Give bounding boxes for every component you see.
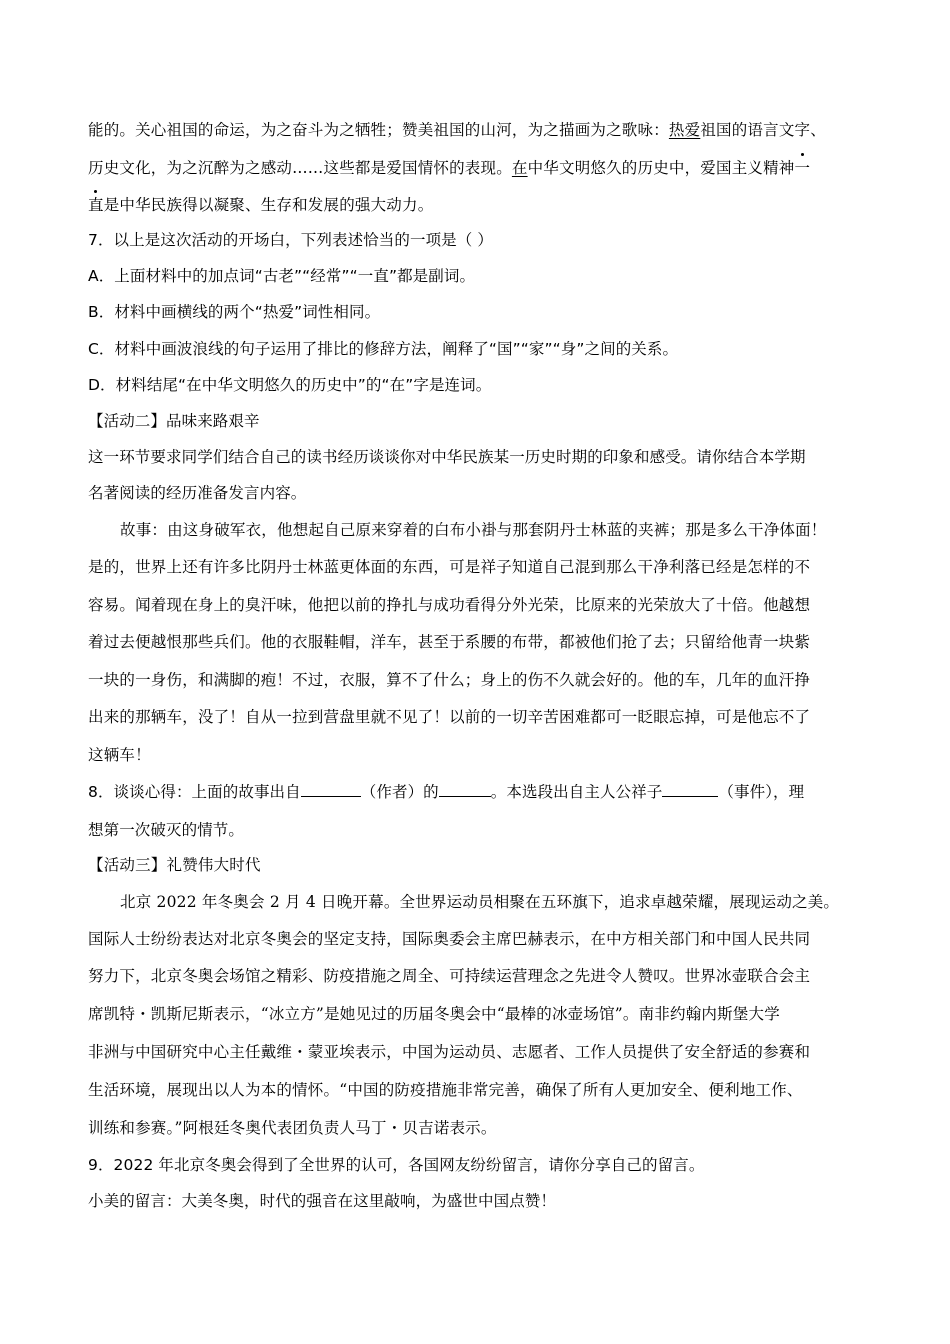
news-line: 非洲与中国研究中心主任戴维・蒙亚埃表示，中国为运动员、志愿者、工作人员提供了安全舒适的参赛和 xyxy=(88,1043,811,1061)
underlined-word: 在 xyxy=(511,159,528,177)
answer-blank-event[interactable] xyxy=(662,782,718,797)
intro-text: 能的。关心祖国的命运，为之奋斗为之牺牲；赞美祖国的山河，为之描画为之歌咏： xyxy=(88,121,669,139)
question-8-line-2: 想第一次破灭的情节。 xyxy=(88,821,245,839)
activity-2-heading: 【活动二】品味来路艰辛 xyxy=(88,412,260,430)
question-7-option-d: D．材料结尾“在中华文明悠久的历史中”的“在”字是连词。 xyxy=(88,376,492,394)
news-line: 国际人士纷纷表达对北京冬奥会的坚定支持，国际奥委会主席巴赫表示，在中方相关部门和中国人民共同 xyxy=(88,930,811,948)
intro-text: 是中华民族得以凝聚、生存和发展的强大动力。 xyxy=(103,196,434,214)
intro-text: 中华文明悠久的历史中，爱国主义精神 xyxy=(527,159,795,177)
activity-2-desc-line-1: 这一环节要求同学们结合自己的读书经历谈谈你对中华民族某一历史时期的印象和感受。请你结合本学期 xyxy=(88,448,806,466)
question-9-stem: 9．2022 年北京冬奥会得到了全世界的认可，各国网友纷纷留言，请你分享自己的留言。 xyxy=(88,1156,705,1174)
news-line: 训练和参赛。”阿根廷冬奥代表团负责人马丁・贝吉诺表示。 xyxy=(88,1119,497,1137)
activity-2-desc-line-2: 名著阅读的经历准备发言内容。 xyxy=(88,484,307,502)
activity-3-heading: 【活动三】礼赞伟大时代 xyxy=(88,856,261,874)
dotted-word: 一 xyxy=(794,159,811,177)
news-line: 生活环境，展现出以人为本的情怀。“中国的防疫措施非常完善，确保了所有人更加安全、便利地工作、 xyxy=(88,1081,803,1099)
news-line: 努力下，北京冬奥会场馆之精彩、防疫措施之周全、可持续运营理念之先进令人赞叹。世界冰壶联合会主 xyxy=(88,967,811,985)
question-8-text: （事件），理 xyxy=(718,783,805,801)
news-line: 北京 2022 年冬奥会 2 月 4 日晚开幕。全世界运动员相聚在五环旗下，追求卓越荣耀，展现运动之美。 xyxy=(120,893,840,911)
story-line: 着过去便越恨那些兵们。他的衣服鞋帽，洋车，甚至于系腰的布带，都被他们抢了去；只留给他青一块紫 xyxy=(88,633,811,651)
story-line: 容易。闻着现在身上的臭汗味，他把以前的挣扎与成功看得分外光荣，比原来的光荣放大了十倍。他越想 xyxy=(88,596,811,614)
intro-line-1 xyxy=(88,120,826,140)
story-line: 出来的那辆车，没了！自从一拉到营盘里就不见了！以前的一切辛苦困难都可一眨眼忘掉，可是他忘不了 xyxy=(88,708,811,726)
intro-line-2 xyxy=(88,158,810,178)
dotted-word: 直 xyxy=(88,196,104,214)
news-line: 席凯特・凯斯尼斯表示，“冰立方”是她见过的历届冬奥会中“最棒的冰壶场馆”。南非约翰内斯堡大学 xyxy=(88,1005,780,1023)
intro-line-3 xyxy=(88,195,433,215)
underlined-word: 热爱 xyxy=(668,121,701,139)
answer-blank-book[interactable] xyxy=(439,782,491,797)
story-line: 是的，世界上还有许多比阴丹士林蓝更体面的东西，可是祥子知道自己混到那么干净利落已经是怎样的不 xyxy=(88,558,811,576)
story-line: 一块的一身伤，和满脚的疱！不过，衣服，算不了什么；身上的伤不久就会好的。他的车，几年的血汗挣 xyxy=(88,671,811,689)
question-7-stem: 7．以上是这次活动的开场白，下列表述恰当的一项是（ ） xyxy=(88,231,493,249)
question-8-line-1 xyxy=(88,782,804,802)
question-7-option-c: C．材料中画波浪线的句子运用了排比的修辞方法，阐释了“国”“家”“身”之间的关系。 xyxy=(88,340,679,358)
story-line: 故事：由这身破军衣，他想起自己原来穿着的白布小褂与那套阴丹士林蓝的夹裤；那是多么干净体面！ xyxy=(120,521,827,539)
question-8-text: 。本选段出自主人公祥子 xyxy=(490,783,663,801)
question-8-text: 8．谈谈心得：上面的故事出自 xyxy=(88,783,301,801)
intro-text: 历史文化，为之沉醉为之感动……这些都是爱国情怀的表现。 xyxy=(88,159,512,177)
question-7-option-a: A．上面材料中的加点词“古老”“经常”“一直”都是副词。 xyxy=(88,267,476,285)
story-line: 这辆车！ xyxy=(88,746,151,764)
question-9-sample-answer: 小美的留言：大美冬奥，时代的强音在这里敲响，为盛世中国点赞！ xyxy=(88,1192,557,1210)
answer-blank-author[interactable] xyxy=(301,782,361,797)
intro-text: 祖国的语言文字、 xyxy=(700,121,826,139)
question-7-option-b: B．材料中画横线的两个“热爱”词性相同。 xyxy=(88,303,381,321)
question-8-text: （作者）的 xyxy=(360,783,439,801)
